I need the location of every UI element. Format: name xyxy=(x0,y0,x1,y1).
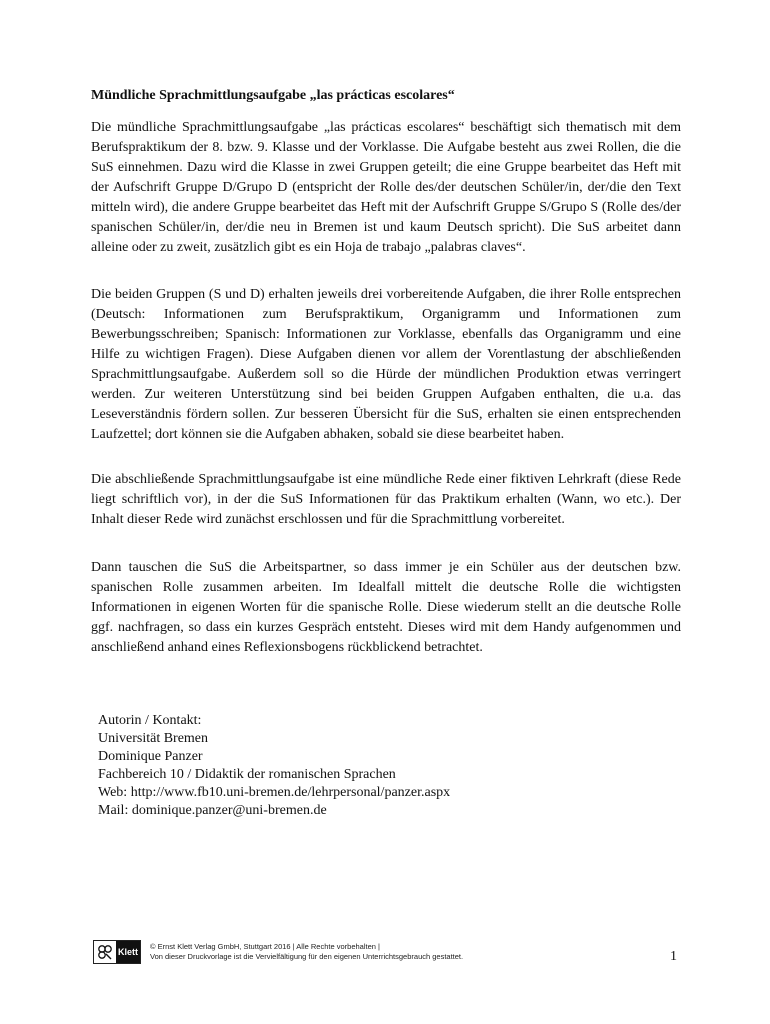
contact-department: Fachbereich 10 / Didaktik der romanischen Sprachen xyxy=(98,767,396,782)
contact-web: Web: http://www.fb10.uni-bremen.de/lehrpersonal/panzer.aspx xyxy=(98,785,451,800)
contact-title: Autorin / Kontakt: xyxy=(98,713,202,728)
page-footer xyxy=(93,940,693,970)
page-number: 1 xyxy=(670,949,677,964)
paragraph-2: Die beiden Gruppen (S und D) erhalten jeweils drei vorbereitende Aufgaben, die ihrer Rolle entsprechen (Deutsch: Informationen zum Berufspraktikum, Organigramm und Informationen zum Bewerbungsschreiben; Spanisch: Informationen zur Vorklasse, ebenfalls das Organigramm und eine Hilfe zu wichtigen Fragen). Diese Aufgaben dienen vor allem der Vorentlastung der abschließenden Sprachmittlungsaufgabe. Außerdem soll so die Hürde der mündlichen Produktion etwas verringert werden. Zur weiteren Unterstützung sind bei beiden Gruppen Aufgaben enthalten, die u.a. das Leseverständnis fördern sollen. Zur besseren Übersicht für die SuS, erhalten sie einen entsprechenden Laufzettel; dort können sie die Aufgaben abhaken, sobald sie diese bearbeitet haben. xyxy=(91,287,681,442)
footer-copyright: © Ernst Klett Verlag GmbH, Stuttgart 2016 | Alle Rechte vorbehalten | xyxy=(150,942,380,951)
contact-author-name: Dominique Panzer xyxy=(98,749,203,764)
paragraph-4: Dann tauschen die SuS die Arbeitspartner, so dass immer je ein Schüler aus der deutschen bzw. spanischen Rolle zusammen arbeiten. Im Idealfall mittelt die deutsche Rolle die wichtigsten Informationen in eigenen Worten für die spanische Rolle. Diese wiederum stellt an die deutsche Rolle ggf. nachfragen, so dass ein kurzes Gespräch entsteht. Dieses wird mit dem Handy aufgenommen und anschließend anhand eines Reflexionsbogens rückblickend betrachtet. xyxy=(91,560,681,655)
paragraph-3: Die abschließende Sprachmittlungsaufgabe ist eine mündliche Rede einer fiktiven Lehrkraft (diese Rede liegt schriftlich vor), in der die SuS Informationen für das Praktikum erhalten (Wann, wo etc.). Der Inhalt dieser Rede wird zunächst erschlossen und für die Sprachmittlung vorbereitet. xyxy=(91,472,681,527)
footer-text xyxy=(150,942,630,962)
footer-usage-note: Von dieser Druckvorlage ist die Vervielfältigung für den eigenen Unterrichtsgebrauch gestattet. xyxy=(150,952,464,961)
klett-logo xyxy=(93,940,141,964)
klett-clover-icon xyxy=(94,941,116,963)
klett-logo-text: Klett xyxy=(116,941,140,963)
contact-mail: Mail: dominique.panzer@uni-bremen.de xyxy=(98,803,327,818)
contact-university: Universität Bremen xyxy=(98,731,209,746)
paragraph-1: Die mündliche Sprachmittlungsaufgabe „las prácticas escolares“ beschäftigt sich thematisch mit dem Berufspraktikum der 8. bzw. 9. Klasse und der Vorklasse. Die Aufgabe besteht aus zwei Rollen, die die SuS einnehmen. Dazu wird die Klasse in zwei Gruppen geteilt; die eine Gruppe bearbeitet das Heft mit der Aufschrift Gruppe D/Grupo D (entspricht der Rolle des/der deutschen Schüler/in, der/die den Text mitteln wird), die andere Gruppe bearbeitet das Heft mit der Aufschrift Gruppe S/Grupo S (Rolle des/der spanischen Schüler/in, der/die neu in Bremen ist und kaum Deutsch spricht). Die SuS arbeitet dann alleine oder zu zweit, zusätzlich gibt es ein Hoja de trabajo „palabras claves“. xyxy=(91,120,681,255)
document-heading: Mündliche Sprachmittlungsaufgabe „las prácticas escolares“ xyxy=(91,88,455,103)
author-contact-block xyxy=(98,712,658,820)
